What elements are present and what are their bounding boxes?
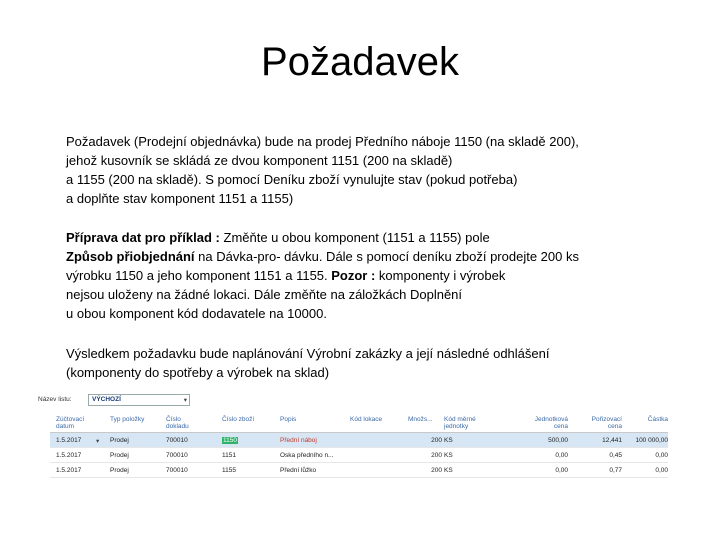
cell-unit[interactable]: 500,00 xyxy=(548,437,568,444)
cell-desc[interactable]: Přední náboj xyxy=(280,437,317,444)
text-line xyxy=(66,266,666,285)
item-journal-grid xyxy=(36,392,668,484)
cell-unit[interactable]: 0,00 xyxy=(555,452,568,459)
col-header-quantity[interactable]: Množs... xyxy=(408,416,433,423)
text-line: Požadavek (Prodejní objednávka) bude na prodej Předního náboje 1150 (na skladě 200), xyxy=(66,134,579,149)
col-header-location[interactable]: Kód lokace xyxy=(350,416,383,423)
select-value: VÝCHOZÍ xyxy=(92,396,121,403)
col-header-doc[interactable] xyxy=(166,416,189,430)
text-line: (komponenty do spotřeby a výrobek na sklad) xyxy=(66,365,330,380)
cell-unit[interactable]: 0,00 xyxy=(555,467,568,474)
cell-qty[interactable]: 200 xyxy=(431,437,442,444)
cell-type[interactable]: Prodej xyxy=(110,437,129,444)
header-line: datum xyxy=(56,423,75,430)
text-line: Výsledkem požadavku bude naplánování Výrobní zakázky a její následné odhlášení xyxy=(66,346,550,361)
cell-qty[interactable]: 200 xyxy=(431,467,442,474)
text-line xyxy=(66,247,666,266)
slide-title: Požadavek xyxy=(261,40,459,84)
intro-paragraph xyxy=(66,132,666,208)
col-header-uom[interactable] xyxy=(444,416,476,430)
header-line: Jednotková xyxy=(534,416,568,423)
chevron-down-icon: ▾ xyxy=(183,397,187,404)
text-line: u obou komponent kód dodavatele na 10000. xyxy=(66,306,327,321)
cell-cost[interactable]: 0,45 xyxy=(609,452,622,459)
header-line: dokladu xyxy=(166,423,189,430)
cell-desc[interactable]: Oska předního n... xyxy=(280,452,334,459)
text-span: Změňte u obou komponent (1151 a 1155) pole xyxy=(223,230,490,245)
table-row[interactable] xyxy=(50,448,668,463)
cell-type[interactable]: Prodej xyxy=(110,467,129,474)
bold-label: Způsob přiobjednání xyxy=(66,249,195,264)
header-line: cena xyxy=(553,423,568,430)
text-span: výrobku 1150 a jeho komponent 1151 a 1155. xyxy=(66,268,332,283)
col-header-item[interactable]: Číslo zboží xyxy=(222,416,255,423)
cell-uom[interactable]: KS xyxy=(444,452,453,459)
col-header-desc[interactable]: Popis xyxy=(280,416,297,423)
header-line: jednotky xyxy=(444,423,469,430)
cell-date[interactable]: 1.5.2017 xyxy=(56,452,82,459)
cell-amount[interactable]: 0,00 xyxy=(655,467,668,474)
col-header-date[interactable] xyxy=(56,416,84,430)
cell-cost[interactable]: 0,77 xyxy=(609,467,622,474)
cell-doc[interactable]: 700010 xyxy=(166,452,188,459)
header-line: Číslo xyxy=(166,416,181,423)
cell-item[interactable]: 1155 xyxy=(222,467,236,474)
cell-item[interactable]: 1151 xyxy=(222,452,236,459)
result-paragraph xyxy=(66,344,666,382)
filter-label: Název listu: xyxy=(38,396,72,403)
cell-uom[interactable]: KS xyxy=(444,437,453,444)
text-line: a doplňte stav komponent 1151 a 1155) xyxy=(66,191,294,206)
text-span: komponenty i výrobek xyxy=(375,268,506,283)
chevron-down-icon[interactable]: ▾ xyxy=(96,438,100,445)
journal-name-select[interactable] xyxy=(88,394,190,406)
col-header-type[interactable]: Typ položky xyxy=(110,416,145,423)
header-line: Pořizovací xyxy=(591,416,622,423)
cell-doc[interactable]: 700010 xyxy=(166,467,188,474)
col-header-cost[interactable] xyxy=(586,416,622,430)
preparation-paragraph xyxy=(66,228,666,323)
table-row[interactable] xyxy=(50,433,668,448)
header-line: Zúčtovací xyxy=(56,416,85,423)
cell-date[interactable]: 1.5.2017 xyxy=(56,437,82,444)
text-span: na Dávka-pro- dávku. Dále s pomocí deníku zboží prodejte 200 ks xyxy=(194,249,579,264)
cell-date[interactable]: 1.5.2017 xyxy=(56,467,82,474)
cell-desc[interactable]: Přední lůžko xyxy=(280,467,317,474)
text-line xyxy=(66,228,666,247)
bold-label: Příprava dat pro příklad : xyxy=(66,230,224,245)
bold-label: Pozor : xyxy=(331,268,376,283)
grid-header xyxy=(50,416,668,433)
table-row[interactable] xyxy=(50,463,668,478)
text-line: a 1155 (200 na skladě). S pomocí Deníku zboží vynulujte stav (pokud potřeba) xyxy=(66,172,518,187)
cell-type[interactable]: Prodej xyxy=(110,452,129,459)
text-line: nejsou uloženy na žádné lokaci. Dále změňte na záložkách Doplnění xyxy=(66,287,463,302)
cell-qty[interactable]: 200 xyxy=(431,452,442,459)
text-line: jehož kusovník se skládá ze dvou komponent 1151 (200 na skladě) xyxy=(66,153,453,168)
journal-name-filter xyxy=(36,392,236,406)
cell-item[interactable]: 1150 xyxy=(223,437,237,444)
cell-amount[interactable]: 100 000,00 xyxy=(635,437,668,444)
col-header-unit-price[interactable] xyxy=(518,416,568,430)
header-line: Kód měrné xyxy=(444,416,476,423)
col-header-amount[interactable]: Částka xyxy=(647,416,668,423)
cell-doc[interactable]: 700010 xyxy=(166,437,188,444)
cell-amount[interactable]: 0,00 xyxy=(655,452,668,459)
cell-uom[interactable]: KS xyxy=(444,467,453,474)
cell-cost[interactable]: 12,441 xyxy=(602,437,622,444)
header-line: cena xyxy=(607,423,622,430)
